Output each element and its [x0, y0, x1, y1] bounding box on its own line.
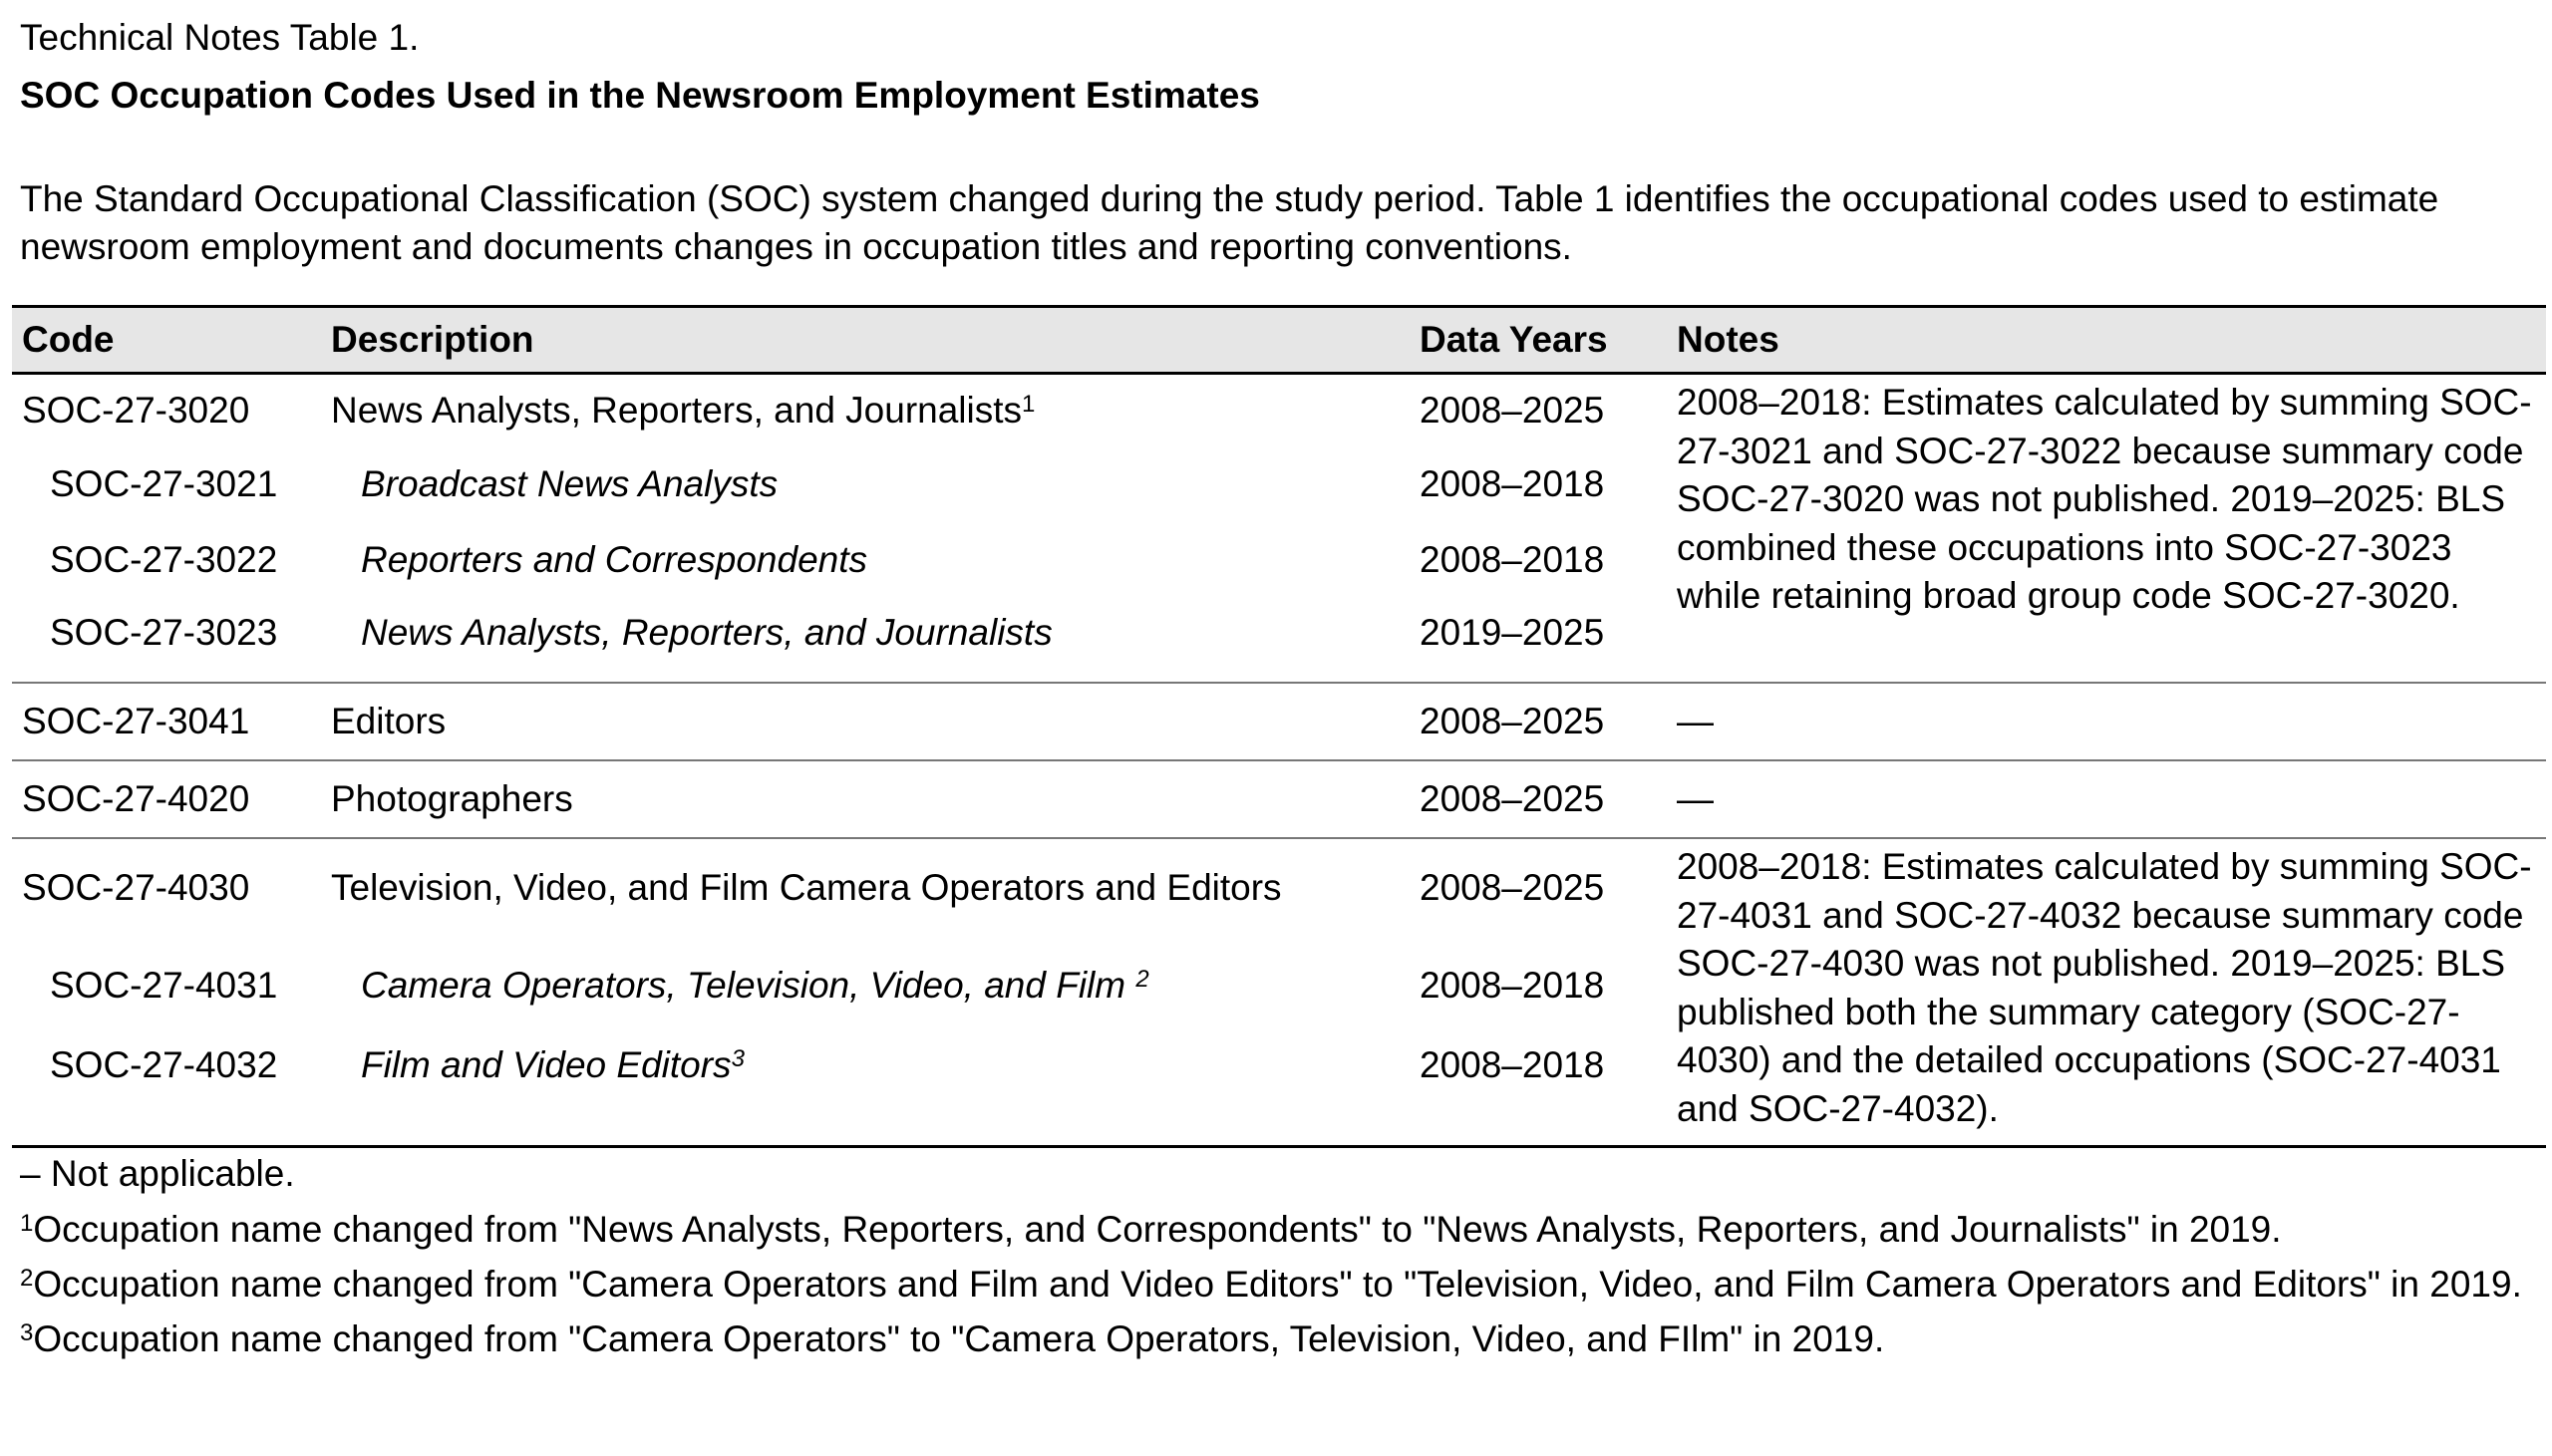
table-title: SOC Occupation Codes Used in the Newsroom Employment Estimates	[20, 75, 1260, 116]
table-group-27-3041	[12, 683, 2546, 760]
years-cell: 2008–2018	[1420, 964, 1605, 1006]
table-row	[12, 683, 2546, 760]
footnote-3: $^3$Occupation name changed from "Camera Operators" to "Camera Operators, Television, Video, and FIlm" in 2019.	[20, 1318, 1885, 1359]
code-cell: SOC-27-3020	[22, 390, 250, 431]
notes-cell: 2008–2018: Estimates calculated by summing SOC-27-4031 and SOC-27-4032 because summary code SOC-27-4030 was not published. 2019–2025: BLS published both the summary category (SOC-27-4030) and the detailed occupations (SOC-27-4031 and SOC-27-4032).	[1677, 846, 2532, 1129]
header-description: Description	[331, 319, 534, 360]
footnote-marker: 1	[20, 1209, 34, 1237]
description-cell: Television, Video, and Film Camera Operators and Editors	[331, 867, 1282, 909]
notes-cell: —	[1677, 778, 1714, 819]
years-cell: 2008–2018	[1420, 463, 1605, 504]
footnote-marker: 3	[20, 1318, 34, 1346]
years-cell: 2019–2025	[1420, 612, 1605, 653]
code-cell: SOC-27-4031	[50, 964, 278, 1006]
description-cell: News Analysts, Reporters, and Journalists	[361, 612, 1053, 653]
header-data-years: Data Years	[1420, 319, 1608, 360]
years-cell: 2008–2025	[1420, 867, 1605, 909]
table-row	[12, 760, 2546, 838]
code-cell: SOC-27-3023	[50, 612, 278, 653]
header-code: Code	[22, 319, 115, 360]
years-cell: 2008–2025	[1420, 701, 1605, 741]
description-cell: Reporters and Correspondents	[361, 539, 868, 580]
table-row	[12, 374, 2546, 447]
code-cell: SOC-27-4030	[22, 867, 250, 909]
table-label: Technical Notes Table 1.	[20, 17, 420, 58]
footnote-2: $^2$Occupation name changed from "Camera Operators and Film and Video Editors" to "Television, Video, and Film Camera Operators and Editors" in 2019.	[20, 1264, 2522, 1305]
description-cell: Camera Operators, Television, Video, and Film $^2$	[361, 964, 1149, 1006]
code-cell: SOC-27-4020	[22, 778, 250, 819]
years-cell: 2008–2018	[1420, 1043, 1605, 1085]
footnote-marker: 2	[1135, 965, 1149, 993]
footnote-1: $^1$Occupation name changed from "News Analysts, Reporters, and Correspondents" to "News Analysts, Reporters, and Journalists" in 2019.	[20, 1209, 2282, 1250]
description-cell: Editors	[331, 701, 447, 741]
header-notes: Notes	[1677, 319, 1779, 360]
document-page	[20, 16, 2542, 1363]
footnotes	[20, 1150, 2542, 1363]
code-cell: SOC-27-3022	[50, 539, 278, 580]
years-cell: 2008–2025	[1420, 778, 1605, 819]
table-row	[12, 838, 2546, 937]
years-cell: 2008–2018	[1420, 539, 1605, 580]
table-group-27-3020	[12, 374, 2546, 684]
table-header	[12, 307, 2546, 374]
description-cell: Photographers	[331, 778, 573, 819]
description-cell: Broadcast News Analysts	[361, 463, 779, 504]
footnote-marker: 1	[1022, 390, 1036, 418]
description-cell: Film and Video Editors$^3$	[361, 1043, 745, 1085]
code-cell: SOC-27-3041	[22, 701, 250, 741]
notes-cell: —	[1677, 701, 1714, 741]
table-group-27-4020	[12, 760, 2546, 838]
intro-paragraph: The Standard Occupational Classification (SOC) system changed during the study period. Table 1 identifies the occupational codes used to estimate newsroom employment and documents changes in occupation titles and reporting conventions.	[20, 178, 2439, 267]
table-group-27-4030	[12, 838, 2546, 1147]
code-cell: SOC-27-4032	[50, 1043, 278, 1085]
code-cell: SOC-27-3021	[50, 463, 278, 504]
soc-codes-table	[12, 305, 2546, 1148]
years-cell: 2008–2025	[1420, 390, 1605, 431]
footnote-marker: 2	[20, 1264, 34, 1292]
notes-cell: 2008–2018: Estimates calculated by summing SOC-27-3021 and SOC-27-3022 because summary code SOC-27-3020 was not published. 2019–2025: BLS combined these occupations into SOC-27-3023 while retaining broad group code SOC-27-3020.	[1677, 382, 2532, 616]
description-cell: News Analysts, Reporters, and Journalists$^1$	[331, 390, 1036, 431]
footnote-not-applicable: – Not applicable.	[20, 1153, 295, 1194]
footnote-marker: 3	[731, 1044, 745, 1072]
